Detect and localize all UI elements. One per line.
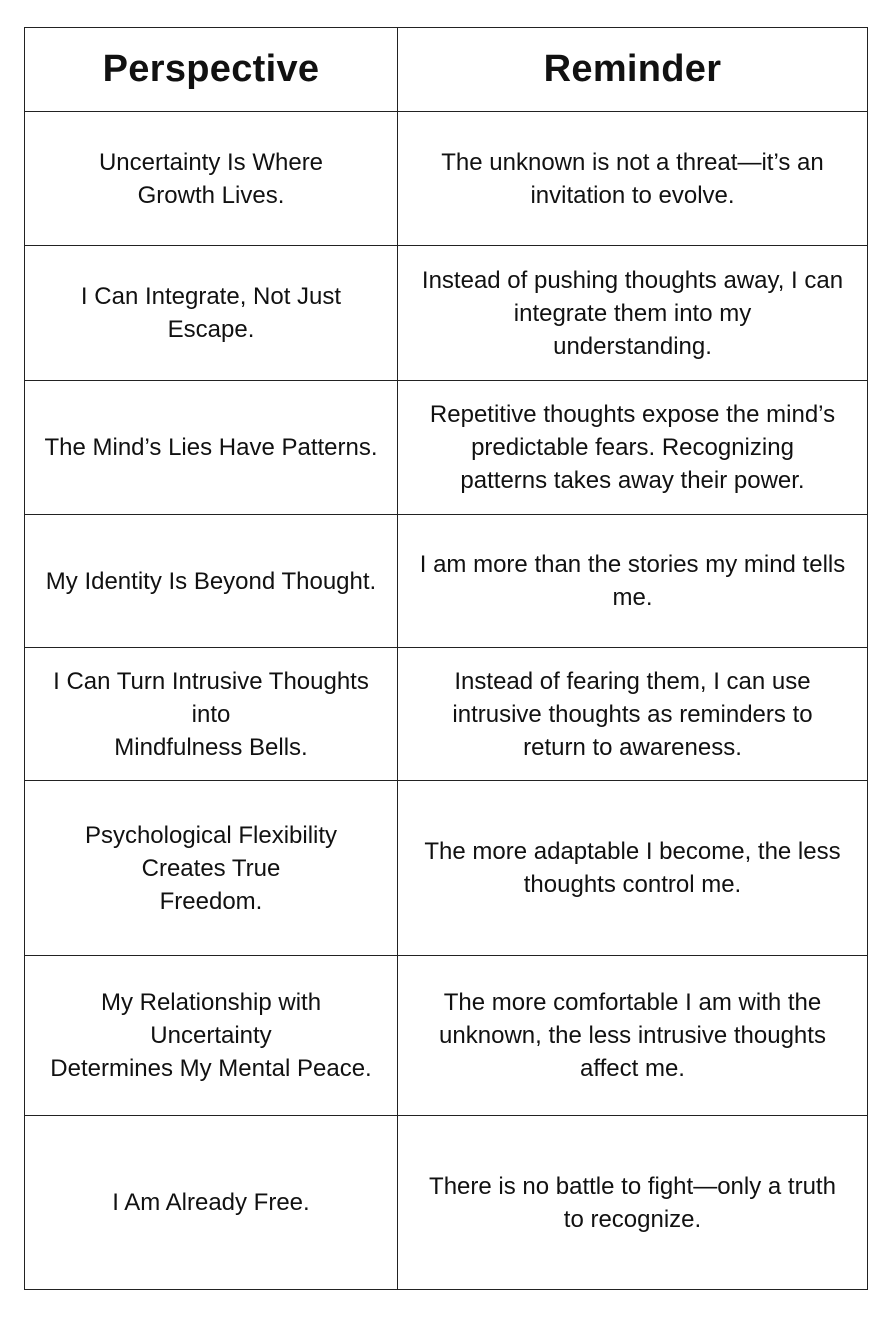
table-row xyxy=(25,515,868,648)
reminder-cell: The unknown is not a threat—it’s an invitation to evolve. xyxy=(398,112,868,246)
perspective-cell: Psychological Flexibility Creates True Freedom. xyxy=(25,781,398,956)
table-row xyxy=(25,956,868,1116)
perspective-cell: My Identity Is Beyond Thought. xyxy=(25,515,398,648)
perspective-cell: I Am Already Free. xyxy=(25,1116,398,1290)
perspective-cell: The Mind’s Lies Have Patterns. xyxy=(25,381,398,515)
table-header-row xyxy=(25,28,868,112)
perspective-cell: My Relationship with Uncertainty Determines My Mental Peace. xyxy=(25,956,398,1116)
table-row xyxy=(25,781,868,956)
reminder-cell: The more adaptable I become, the less thoughts control me. xyxy=(398,781,868,956)
reminder-cell: I am more than the stories my mind tells me. xyxy=(398,515,868,648)
perspective-cell: Uncertainty Is Where Growth Lives. xyxy=(25,112,398,246)
table-row xyxy=(25,1116,868,1290)
header-reminder: Reminder xyxy=(398,28,868,112)
table-row xyxy=(25,648,868,781)
perspective-cell: I Can Turn Intrusive Thoughts into Mindfulness Bells. xyxy=(25,648,398,781)
table-row xyxy=(25,246,868,381)
table-row xyxy=(25,381,868,515)
reminder-cell: Instead of pushing thoughts away, I can integrate them into my understanding. xyxy=(398,246,868,381)
reminder-cell: The more comfortable I am with the unknown, the less intrusive thoughts affect me. xyxy=(398,956,868,1116)
header-perspective: Perspective xyxy=(25,28,398,112)
table-row xyxy=(25,112,868,246)
perspective-reminder-table xyxy=(24,27,868,1290)
reminder-cell: Repetitive thoughts expose the mind’s predictable fears. Recognizing patterns takes away their power. xyxy=(398,381,868,515)
reminder-cell: There is no battle to fight—only a truth to recognize. xyxy=(398,1116,868,1290)
reminder-cell: Instead of fearing them, I can use intrusive thoughts as reminders to return to awareness. xyxy=(398,648,868,781)
perspective-cell: I Can Integrate, Not Just Escape. xyxy=(25,246,398,381)
